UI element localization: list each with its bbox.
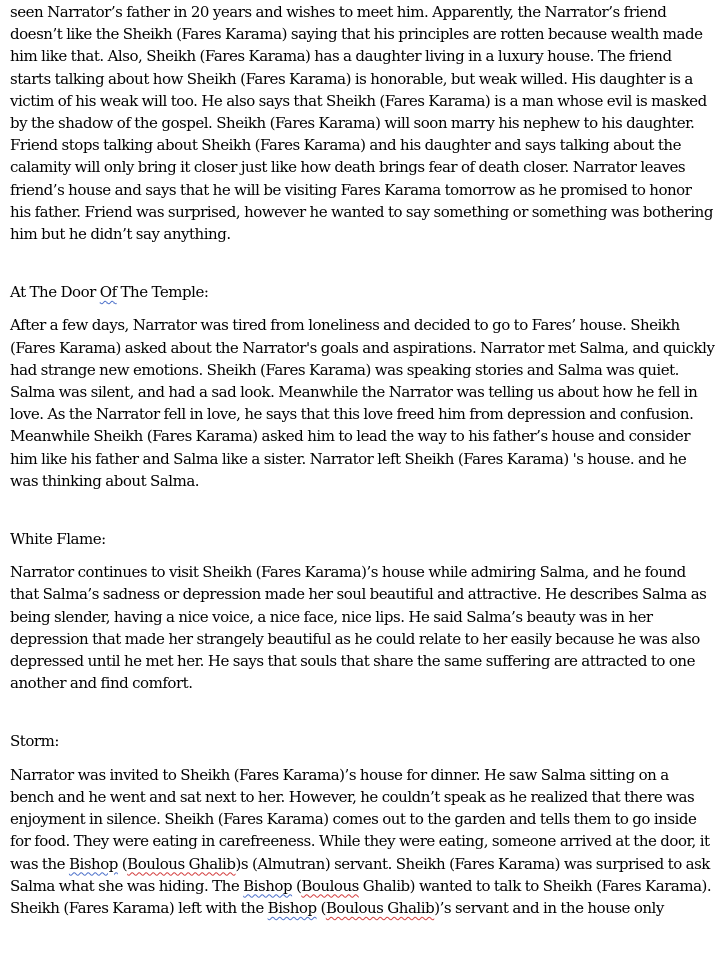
grammar-flag[interactable]: Bishop (68, 854, 118, 873)
grammar-flag[interactable]: Bishop (243, 876, 293, 895)
grammar-flag[interactable]: Bishop (267, 898, 317, 917)
paragraph-gap (10, 694, 716, 730)
document-page (10, 1, 716, 919)
section-heading-door-of-temple (10, 281, 716, 303)
paragraph-gap (10, 492, 716, 528)
section-heading-white-flame: White Flame: (10, 530, 106, 549)
body-text: )’s servant and in the house only (434, 898, 664, 917)
body-text: ( (316, 898, 326, 917)
spelling-flag[interactable]: Boulous (301, 876, 359, 895)
section-body-door-of-temple: After a few days, Narrator was tired from loneliness and decided to go to Fares’ house. Sheikh (Fares Karama) asked about the Narrator's goals and aspirations. Narrator met Salma, and quickly had strange new emotions. Sheikh (Fares Karama) was speaking stories and Salma was quiet. Salma was silent, and had a sad look. Meanwhile the Narrator was telling us about how he fell in love. As the Narrator fell in love, he says that this love freed him from depression and confusion. Meanwhile Sheikh (Fares Karama) asked him to lead the way to his father’s house and consider him like his father and Salma like a sister. Narrator left Sheikh (Fares Karama) 's house. and he was thinking about Salma. (10, 316, 715, 490)
section-body-storm (10, 764, 716, 919)
paragraph-gap (10, 245, 716, 281)
heading-text: The Temple: (116, 283, 209, 302)
body-text: )s (Almutran) servant. Sheikh (Fares Karama) was surprised to ask Salma what she was hiding. The (10, 854, 710, 895)
body-text: Narrator was invited to Sheikh (Fares Karama)’s house for dinner. He saw Salma sitting on a bench and he went and sat next to her. However, he couldn’t speak as he realized that there was enjoyment in silence. Sheikh (Fares Karama) comes out to the garden and tells them to go inside for food. They were eating in carefreeness. While they were eating, someone arrived at the door, it was the (10, 765, 710, 873)
intro-paragraph: seen Narrator’s father in 20 years and wishes to meet him. Apparently, the Narrator’s friend doesn’t like the Sheikh (Fares Karama) saying that his principles are rotten because wealth made him like that. Also, Sheikh (Fares Karama) has a daughter living in a luxury house. The friend starts talking about how Sheikh (Fares Karama) is honorable, but weak willed. His daughter is a victim of his weak will too. He also says that Sheikh (Fares Karama) is a man whose evil is masked by the shadow of the gospel. Sheikh (Fares Karama) will soon marry his nephew to his daughter. Friend stops talking about Sheikh (Fares Karama) and his daughter and says talking about the calamity will only bring it closer just like how death brings fear of death closer. Narrator leaves friend’s house and says that he will be visiting Fares Karama tomorrow as he promised to honor his father. Friend was surprised, however he wanted to say something or something was bothering him but he didn’t say anything. (10, 3, 713, 244)
body-text: Ghalib) wanted to talk to Sheikh (Fares Karama). Sheikh (Fares Karama) left with the (10, 876, 712, 917)
section-body-white-flame: Narrator continues to visit Sheikh (Fares Karama)’s house while admiring Salma, and he found that Salma’s sadness or depression made her soul beautiful and attractive. He describes Salma as being slender, having a nice voice, a nice face, nice lips. He said Salma’s beauty was in her depression that made her strangely beautiful as he could relate to her easily because he was also depressed until he met her. He says that souls that share the same suffering are attracted to one another and find comfort. (10, 563, 707, 693)
heading-gap (10, 550, 716, 561)
body-text: ( (117, 854, 128, 873)
spelling-flag[interactable]: Boulous Ghalib (127, 854, 236, 873)
heading-gap (10, 303, 716, 314)
grammar-flag[interactable]: Of (99, 283, 117, 302)
heading-gap (10, 753, 716, 764)
heading-text: At The Door (10, 283, 100, 302)
section-heading-storm: Storm: (10, 732, 59, 751)
body-text: ( (292, 876, 302, 895)
spelling-flag[interactable]: Boulous Ghalib (325, 898, 435, 917)
